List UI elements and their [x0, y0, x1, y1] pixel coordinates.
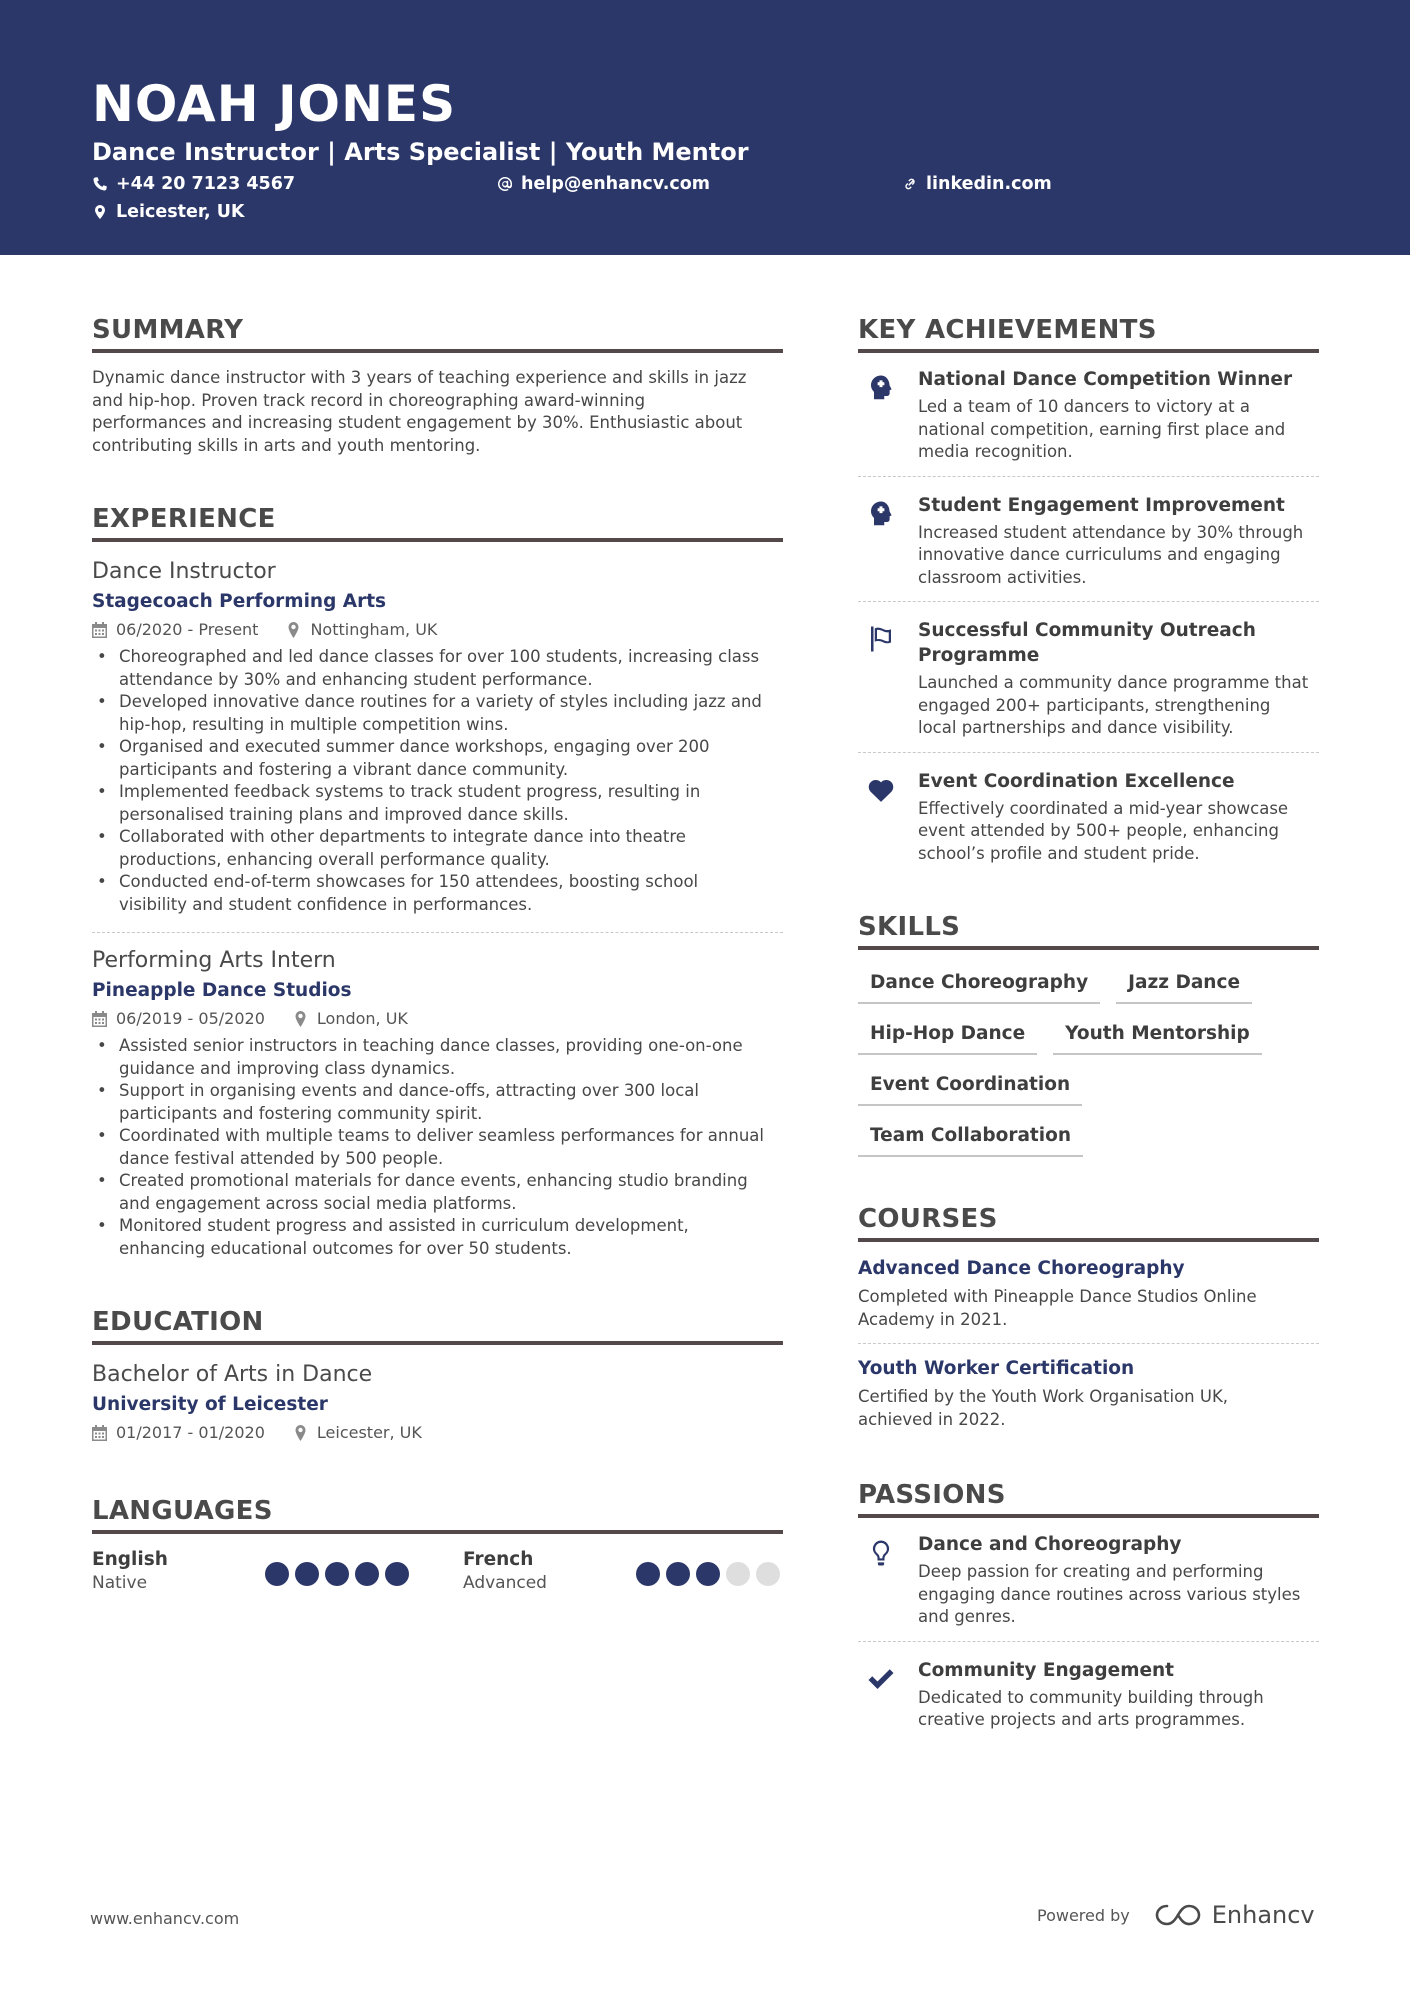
passions-section	[858, 1477, 1319, 1732]
experience-heading: EXPERIENCE	[92, 501, 783, 542]
entry-divider	[858, 1641, 1319, 1642]
entry-divider	[858, 476, 1319, 477]
school-name: University of Leicester	[92, 1394, 328, 1415]
rating-dot-filled	[385, 1562, 409, 1586]
rating-dot-filled	[355, 1562, 379, 1586]
courses-heading: COURSES	[858, 1201, 1319, 1242]
location-pin-icon	[286, 622, 301, 638]
phone-icon	[92, 176, 108, 192]
email-address[interactable]: help@enhancv.com	[521, 174, 711, 194]
brand-logo[interactable]	[1154, 1901, 1315, 1929]
bullet-item: • Assisted senior instructors in teaching dance classes, providing one-on-one guidance and improving class dynamics.	[92, 1035, 783, 1080]
skills-heading: SKILLS	[858, 909, 1319, 950]
calendar-icon	[92, 1011, 107, 1027]
achievement-title: Successful Community Outreach Programme	[918, 620, 1256, 666]
bullet-item: • Collaborated with other departments to integrate dance into theatre productions, enhancing overall performance quality.	[92, 826, 783, 871]
skill-tag: Youth Mentorship	[1053, 1021, 1262, 1055]
summary-section	[92, 312, 783, 457]
language-level: Native	[92, 1573, 148, 1593]
rating-dot-filled	[636, 1562, 660, 1586]
language-rating	[636, 1562, 780, 1586]
course-title: Advanced Dance Choreography	[858, 1258, 1185, 1279]
job-meta	[92, 618, 783, 642]
summary-heading: SUMMARY	[92, 312, 783, 353]
head-icon	[866, 373, 896, 403]
job-meta	[92, 1007, 783, 1031]
powered-by-label: Powered by	[1037, 1905, 1130, 1925]
course-description: Completed with Pineapple Dance Studios Online Academy in 2021.	[858, 1287, 1257, 1329]
languages-row	[92, 1548, 783, 1596]
achievement-item	[858, 614, 1319, 740]
company-name: Stagecoach Performing Arts	[92, 591, 387, 612]
bullet-item: • Created promotional materials for dance events, enhancing studio branding and engagement across social media platforms.	[92, 1170, 783, 1215]
candidate-name: NOAH JONES	[92, 75, 457, 133]
bullet-item: • Choreographed and led dance classes for over 100 students, increasing class attendance by 30% and enhancing student performance.	[92, 646, 783, 691]
languages-section	[92, 1493, 783, 1596]
education-meta	[92, 1421, 783, 1445]
flag-icon	[866, 624, 896, 654]
entry-divider	[858, 601, 1319, 602]
company-name: Pineapple Dance Studios	[92, 980, 352, 1001]
job-entry	[92, 945, 783, 1260]
bullet-item: • Developed innovative dance routines for a variety of styles including jazz and hip-hop, resulting in multiple competition wins.	[92, 691, 783, 736]
contact-location	[92, 199, 244, 225]
courses-section	[858, 1201, 1319, 1431]
linkedin-link[interactable]: linkedin.com	[926, 174, 1052, 194]
achievement-description: Led a team of 10 dancers to victory at a national competition, earning first place and media recognition.	[918, 397, 1286, 461]
head-icon	[866, 499, 896, 529]
skill-tag: Jazz Dance	[1116, 970, 1252, 1004]
calendar-icon	[92, 1425, 107, 1441]
rating-dot-filled	[295, 1562, 319, 1586]
at-icon	[497, 176, 513, 192]
footer-branding	[1037, 1901, 1315, 1929]
job-entry	[92, 556, 783, 916]
entry-divider	[92, 932, 783, 933]
achievement-title: Student Engagement Improvement	[918, 494, 1285, 516]
entry-divider	[858, 1343, 1319, 1344]
achievement-title: Event Coordination Excellence	[918, 770, 1235, 792]
education-section	[92, 1304, 783, 1445]
passion-description: Dedicated to community building through creative projects and arts programmes.	[918, 1687, 1264, 1729]
rating-dot-filled	[325, 1562, 349, 1586]
achievement-item	[858, 489, 1319, 590]
language-item	[463, 1548, 547, 1594]
achievement-description: Effectively coordinated a mid-year showcase event attended by 500+ people, enhancing school’s profile and student pride.	[918, 798, 1289, 863]
degree-title: Bachelor of Arts in Dance	[92, 1362, 373, 1387]
brand-name: Enhancv	[1211, 1901, 1315, 1929]
bullet-item: • Conducted end-of-term showcases for 150 attendees, boosting school visibility and student confidence in performances.	[92, 871, 783, 916]
job-bullets	[92, 1035, 783, 1260]
language-item	[92, 1548, 168, 1594]
skills-section	[858, 909, 1319, 1157]
experience-section	[92, 501, 783, 1260]
summary-line: and hip-hop. Proven track record in choreographing award-winning	[92, 390, 646, 410]
passions-heading: PASSIONS	[858, 1477, 1319, 1518]
calendar-icon	[92, 622, 107, 638]
language-rating	[265, 1562, 409, 1586]
education-heading: EDUCATION	[92, 1304, 783, 1345]
candidate-title: Dance Instructor | Arts Specialist | Youth Mentor	[92, 138, 749, 166]
bullet-item: • Support in organising events and dance-offs, attracting over 300 local participants and fostering community spirit.	[92, 1080, 783, 1125]
rating-dot-empty	[726, 1562, 750, 1586]
skill-tag: Hip-Hop Dance	[858, 1021, 1037, 1055]
course-title: Youth Worker Certification	[858, 1358, 1135, 1379]
skill-tag: Event Coordination	[858, 1072, 1082, 1106]
job-dates: 06/2020 - Present	[116, 620, 259, 639]
right-column	[858, 312, 1319, 1732]
course-description: Certified by the Youth Work Organisation UK, achieved in 2022.	[858, 1387, 1229, 1429]
phone-number: +44 20 7123 4567	[116, 174, 296, 194]
job-title: Performing Arts Intern	[92, 948, 336, 973]
summary-line: performances and increasing student engagement by 30%. Enthusiastic about	[92, 413, 743, 432]
achievement-description: Increased student attendance by 30% through innovative dance curriculums and engaging classroom activities.	[918, 522, 1304, 587]
skill-tag: Team Collaboration	[858, 1123, 1083, 1157]
summary-line: contributing skills in arts and youth mentoring.	[92, 435, 481, 455]
job-location: Nottingham, UK	[310, 620, 438, 639]
heart-icon	[866, 775, 896, 805]
bullet-item: • Coordinated with multiple teams to deliver seamless performances for annual dance festival attended by 500 people.	[92, 1125, 783, 1170]
passion-item	[858, 1654, 1319, 1732]
location-pin-icon	[293, 1425, 308, 1441]
language-name: English	[92, 1549, 168, 1570]
bullet-item: • Organised and executed summer dance workshops, engaging over 200 participants and fostering a vibrant dance community.	[92, 736, 783, 781]
passion-item	[858, 1528, 1319, 1629]
achievement-item	[858, 363, 1319, 464]
location-pin-icon	[92, 204, 108, 220]
bullet-item: • Implemented feedback systems to track student progress, resulting in personalised training plans and improved dance skills.	[92, 781, 783, 826]
resume-header	[0, 0, 1410, 255]
lightbulb-icon	[866, 1538, 896, 1568]
rating-dot-filled	[696, 1562, 720, 1586]
passion-description: Deep passion for creating and performing engaging dance routines across various styles and genres.	[918, 1562, 1301, 1626]
contact-email[interactable]	[497, 171, 710, 197]
education-location: Leicester, UK	[316, 1423, 422, 1442]
achievement-description: Launched a community dance programme that engaged 200+ participants, strengthening local partnerships and dance visibility.	[918, 673, 1309, 737]
job-title: Dance Instructor	[92, 559, 276, 584]
education-dates: 01/2017 - 01/2020	[116, 1423, 265, 1442]
languages-heading: LANGUAGES	[92, 1493, 783, 1534]
job-location: London, UK	[316, 1009, 408, 1028]
job-bullets	[92, 646, 783, 916]
entry-divider	[858, 752, 1319, 753]
rating-dot-filled	[666, 1562, 690, 1586]
passion-title: Community Engagement	[918, 1659, 1175, 1681]
job-dates: 06/2019 - 05/2020	[116, 1009, 265, 1028]
skill-tag: Dance Choreography	[858, 970, 1100, 1004]
achievement-title: National Dance Competition Winner	[918, 369, 1293, 390]
skills-list	[858, 970, 1319, 1157]
footer-website[interactable]: www.enhancv.com	[90, 1909, 240, 1928]
passion-title: Dance and Choreography	[918, 1534, 1182, 1555]
checkmark-icon	[866, 1664, 896, 1694]
location-text: Leicester, UK	[116, 202, 245, 222]
left-column	[92, 312, 783, 1596]
location-pin-icon	[293, 1011, 308, 1027]
summary-line: Dynamic dance instructor with 3 years of teaching experience and skills in jazz	[92, 368, 747, 387]
link-icon	[902, 176, 918, 192]
language-name: French	[463, 1549, 534, 1570]
contact-link[interactable]	[902, 171, 1052, 197]
achievement-item	[858, 765, 1319, 866]
achievements-section	[858, 312, 1319, 865]
rating-dot-filled	[265, 1562, 289, 1586]
achievements-heading: KEY ACHIEVEMENTS	[858, 312, 1319, 353]
language-level: Advanced	[463, 1573, 547, 1593]
bullet-item: • Monitored student progress and assisted in curriculum development, enhancing educational outcomes for over 50 students.	[92, 1215, 783, 1260]
summary-text	[92, 367, 783, 457]
rating-dot-empty	[756, 1562, 780, 1586]
enhancv-logo-icon	[1154, 1902, 1202, 1928]
contact-phone	[92, 171, 295, 197]
